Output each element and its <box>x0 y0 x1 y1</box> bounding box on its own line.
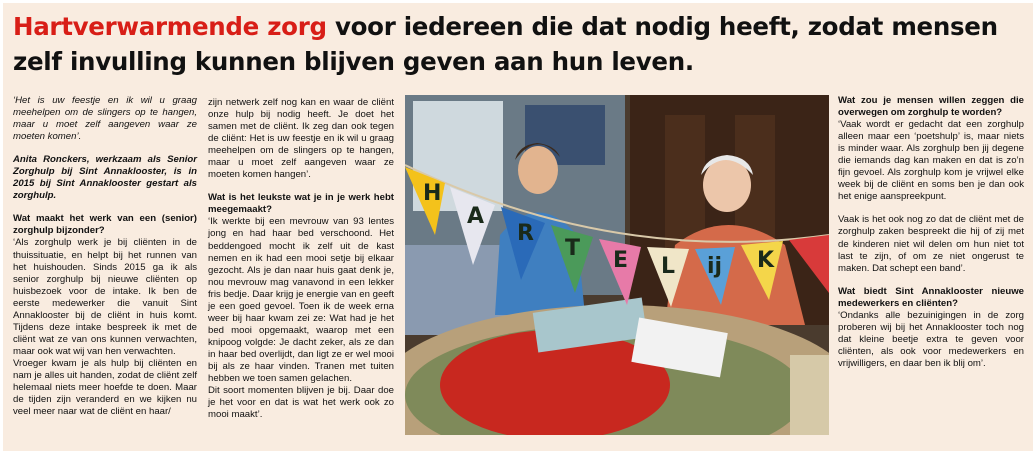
headline-rest: voor iedereen die dat nodig heeft, zodat mensen zelf invulling kunnen blijven geven aan hun leven. <box>13 12 998 76</box>
bunting-letter: ij <box>707 254 723 279</box>
answer-4: ‘Ondanks alle bezuinigingen in de zorg proberen wij bij het Annaklooster toch nog dat kleine beetje extra te geven voor cliënten, als ook voor medewerkers en vrijwilligers, en daar ben ik blij om’. <box>838 309 1024 369</box>
bunting-letter: K <box>757 248 775 273</box>
question-3: Wat zou je mensen willen zeggen die overwegen om zorghulp te worden? <box>838 95 1024 119</box>
intro-quote: ‘Het is uw feestje en ik wil u graag meehelpen om de slingers op te hangen, maar u moet zelf aangeven waar ze moeten komen’. <box>13 95 197 143</box>
bunting-letter: R <box>517 221 534 246</box>
bunting-letter: T <box>565 236 581 261</box>
bunting-letter: A <box>467 204 485 229</box>
headline <box>13 9 1023 79</box>
article-page <box>3 3 1033 451</box>
bunting-letter: H <box>423 181 442 206</box>
answer-1: ‘Als zorghulp werk je bij cliënten in de thuissituatie, en helpt bij het runnen van het huishouden. Sinds 2015 ga ik als senior zorghulp bij nieuwe cliënten op huisbezoek voor de intake. Ik ben de eerste medewerker die vanuit Sint Annaklooster bij de cliënt in huis komt. Tijdens deze intake bespreek ik met de cliënt wat ze van ons kunnen verwachten, maar ook wat wij van hen verwachten. <box>13 237 197 357</box>
article-column-1 <box>13 95 197 418</box>
headline-highlight: Hartverwarmende zorg <box>13 12 327 41</box>
answer-3-continued: Vaak is het ook nog zo dat de cliënt met de zorghulp zaken bespreekt die hij of zij met de kinderen niet wil delen om hun niet tot last te zijn, of om ze niet ongerust te maken. Dat schept een band’. <box>838 214 1024 274</box>
article-photo <box>405 95 829 435</box>
answer-1-continued: Vroeger kwam je als hulp bij cliënten en nam je alles uit handen, zodat de cliënt zelf helemaal niets meer hoefde te doen. Maar de tijden zijn veranderd en we kijken nu veel meer naar wat de cliënt en haar/ <box>13 357 197 418</box>
answer-1-end: zijn netwerk zelf nog kan en waar de cliënt onze hulp bij nodig heeft. Je doet het samen met de cliënt. Ik zeg dan ook tegen de cliënt: Het is uw feestje en ik wil u graag meehelpen om de slingers op te hangen, maar u moet zelf aangeven waar ze moeten komen hangen’. <box>208 97 394 181</box>
bunting-letter: E <box>613 248 629 273</box>
question-4: Wat biedt Sint Annaklooster nieuwe medewerkers en cliënten? <box>838 285 1024 309</box>
answer-2: ‘Ik werkte bij een mevrouw van 93 lentes jong en had haar bed verschoond. Het beddengoed mocht ik zelf uit de kast nemen en ik had een mooi setje bij elkaar gezocht. Als je dan naar huis gaat denk je, nou mevrouw mag vanavond in een lekker fris bedje. Daar krijg je energie van en geeft je een goed gevoel. Toen ik de week erna weer bij haar kwam zei ze: Wat had je het bed mooi opgemaakt, waarop met een knipoog volgde: Je dacht zeker, als ze dan in haar bed overlijdt, dan ligt ze er wel mooi bij als ze haar vinden. Tranen met tuiten hebben we toen samen gelachen. <box>208 216 394 385</box>
bunting-letter: L <box>661 254 676 279</box>
answer-2-continued: Dit soort momenten blijven je bij. Daar doe je het voor en dat is wat het werk ook zo mooi maakt’. <box>208 385 394 421</box>
byline: Anita Ronckers, werkzaam als Senior Zorghulp bij Sint Annaklooster, is in 2015 bij Sint Annaklooster gestart als zorghulp. <box>13 154 197 202</box>
question-1: Wat maakt het werk van een (senior) zorghulp bijzonder? <box>13 213 197 237</box>
article-column-2 <box>208 97 394 421</box>
question-2: Wat is het leukste wat je in je werk hebt meegemaakt? <box>208 192 394 216</box>
answer-3: ‘Vaak wordt er gedacht dat een zorghulp alleen maar een ‘poetshulp’ is, maar niets is minder waar. Als zorghulp ben jij degene die iemands dag kan maken en dat is zo’n fijn gevoel. Als zorghulp kom je vrijwel elke week bij de cliënt en soms ben je dan ook het enige aanspreekpunt. <box>838 119 1024 203</box>
article-column-3 <box>838 95 1024 370</box>
